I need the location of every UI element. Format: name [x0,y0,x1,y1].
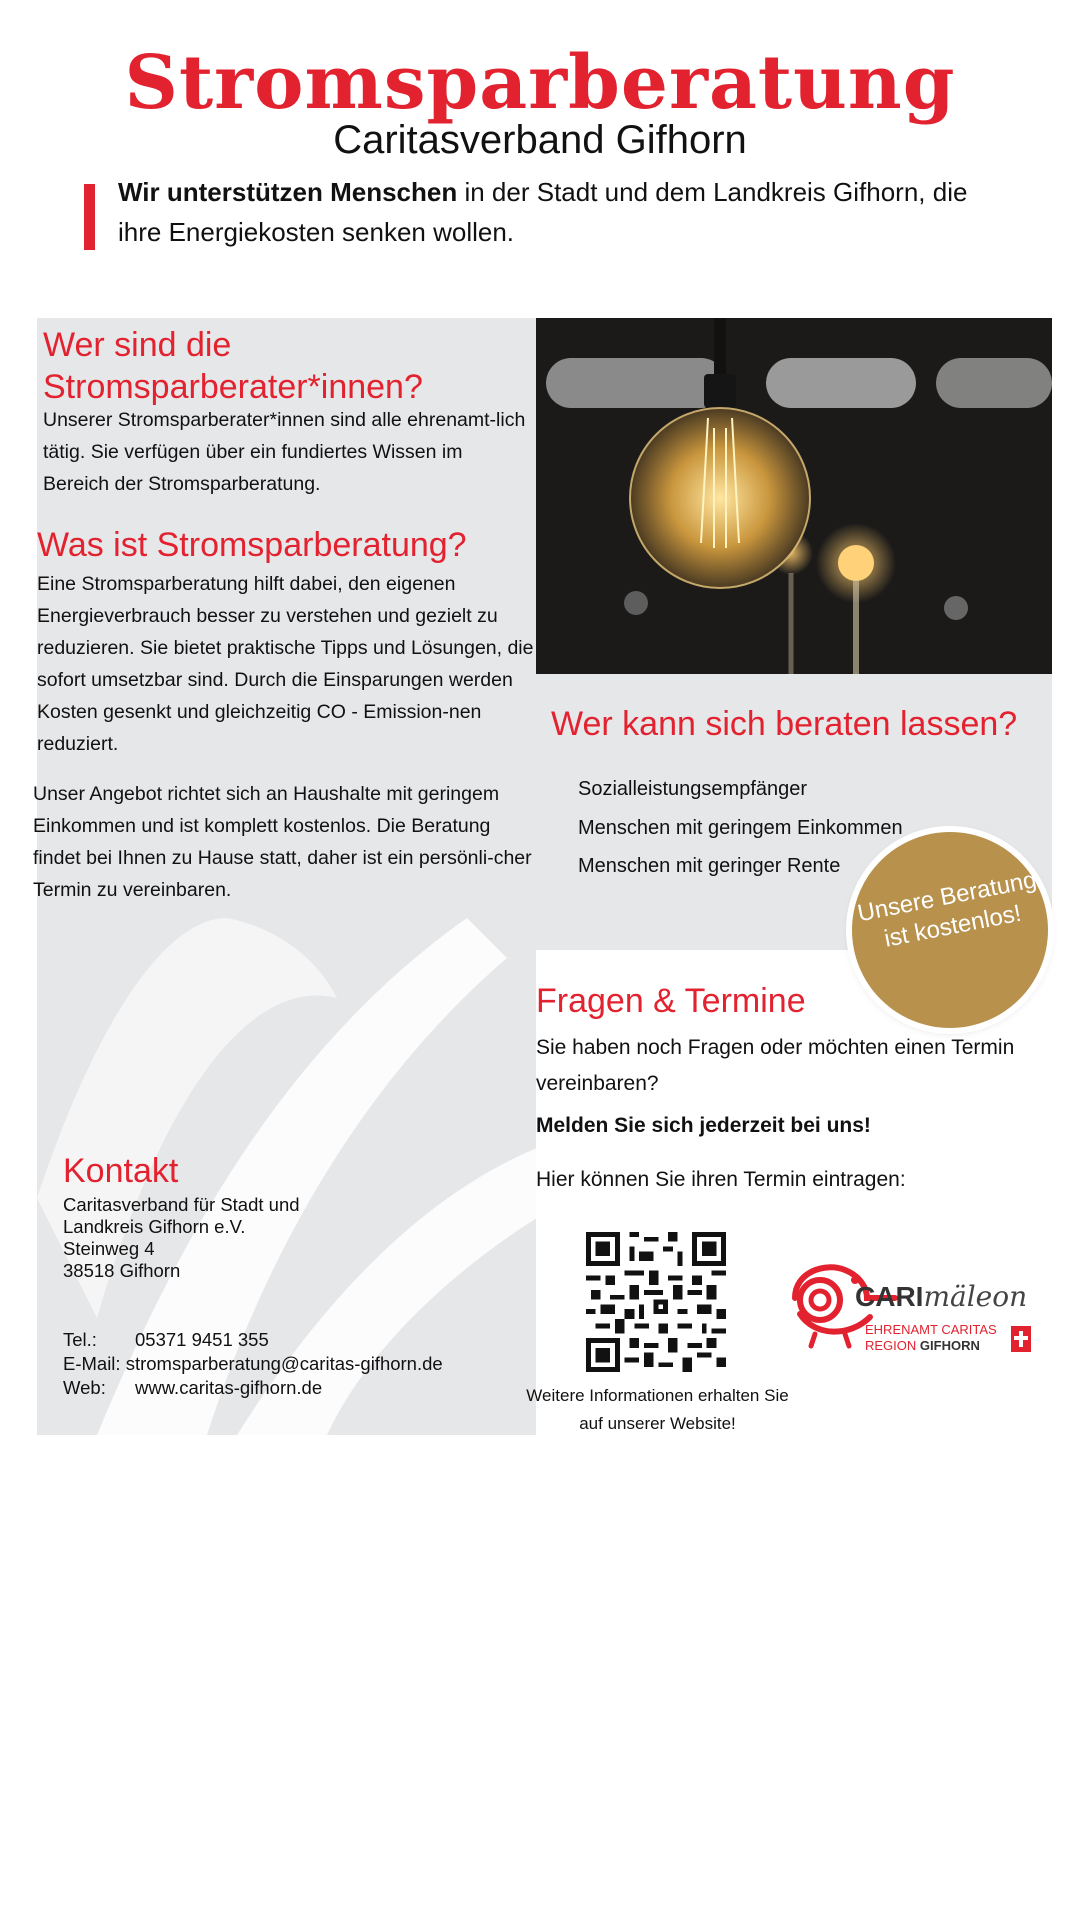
tel-label: Tel.: [63,1329,97,1350]
caritas-cross-icon [1011,1326,1031,1352]
logo-name-script: mäleon [923,1280,1028,1313]
web-label: Web: [63,1377,106,1398]
phone-number[interactable]: 05371 9451 355 [135,1329,269,1350]
email-link[interactable]: stromsparberatung@caritas-gifhorn.de [125,1353,443,1374]
intro-text [118,172,998,252]
email-label: E-Mail: [63,1353,121,1374]
logo-line2-a: REGION [865,1338,920,1353]
list-item: Menschen mit geringem Einkommen [578,816,903,839]
who-heading: Wer sind die Stromsparberater*innen? [43,326,423,406]
logo-line1: EHRENAMT CARITAS [865,1322,997,1337]
contact-details [63,1328,443,1400]
contact-city: 38518 Gifhorn [63,1260,181,1281]
logo-line2 [865,1338,980,1354]
logo-name [855,1280,1027,1314]
qr-code-icon [586,1232,726,1372]
contact-org-line1: Caritasverband für Stadt und [63,1194,300,1215]
what-heading: Was ist Stromsparberatung? [37,526,467,564]
website-link[interactable]: www.caritas-gifhorn.de [135,1377,323,1398]
lightbulb-photo [536,318,1052,674]
what-text: Eine Stromsparberatung hilft dabei, den eigenen Energieverbrauch besser zu verstehen und gezielt zu reduzieren. Sie bietet praktische Tipps und Lösungen, die sofort umsetzbar sind. Durch die Einsparungen werden Kosten gesenkt und gleichzeitig CO - Emission-nen reduziert. [37,573,534,755]
intro-accent-bar [84,184,95,250]
who-text: Unserer Stromsparberater*innen sind alle ehrenamt-lich tätig. Sie verfügen über ein fundiertes Wissen im Bereich der Stromsparberatung. [43,409,526,495]
page-subtitle: Caritasverband Gifhorn [333,118,747,162]
faq-text: Sie haben noch Fragen oder möchten einen Termin vereinbaren? [536,1036,1015,1095]
qr-code[interactable] [586,1232,726,1372]
contact-heading: Kontakt [63,1152,179,1190]
contact-org-line2: Landkreis Gifhorn e.V. [63,1216,246,1237]
logo-name-bold: CARI [855,1281,924,1312]
logo-line2-b: GIFHORN [919,1338,980,1353]
intro-bold: Wir unterstützen Menschen [118,177,458,207]
offer-text: Unser Angebot richtet sich an Haushalte mit geringem Einkommen und ist komplett kostenlos. Die Beratung findet bei Ihnen zu Hause statt, daher ist ein persönli-cher Termin zu vereinbaren. [33,783,532,901]
carimaeleon-logo [775,1242,1035,1372]
faq-hint: Hier können Sie ihren Termin eintragen: [536,1168,906,1191]
whom-list [578,770,903,886]
contact-street: Steinweg 4 [63,1238,155,1259]
whom-heading: Wer kann sich beraten lassen? [551,705,1018,743]
list-item: Sozialleistungsempfänger [578,778,808,800]
free-badge-text: Unsere Beratung ist kostenlos! [855,866,1039,953]
qr-caption: Weitere Informationen erhalten Sie auf unserer Website! [526,1386,789,1433]
intro-rest: in der Stadt und dem Landkreis Gifhorn, die ihre Energiekosten senken wollen. [118,177,968,247]
faq-cta: Melden Sie sich jederzeit bei uns! [536,1114,871,1137]
faq-heading: Fragen & Termine [536,982,806,1020]
page-title: Stromsparberatung [124,40,956,126]
contact-address [63,1194,300,1282]
list-item: Menschen mit geringer Rente [578,855,841,877]
